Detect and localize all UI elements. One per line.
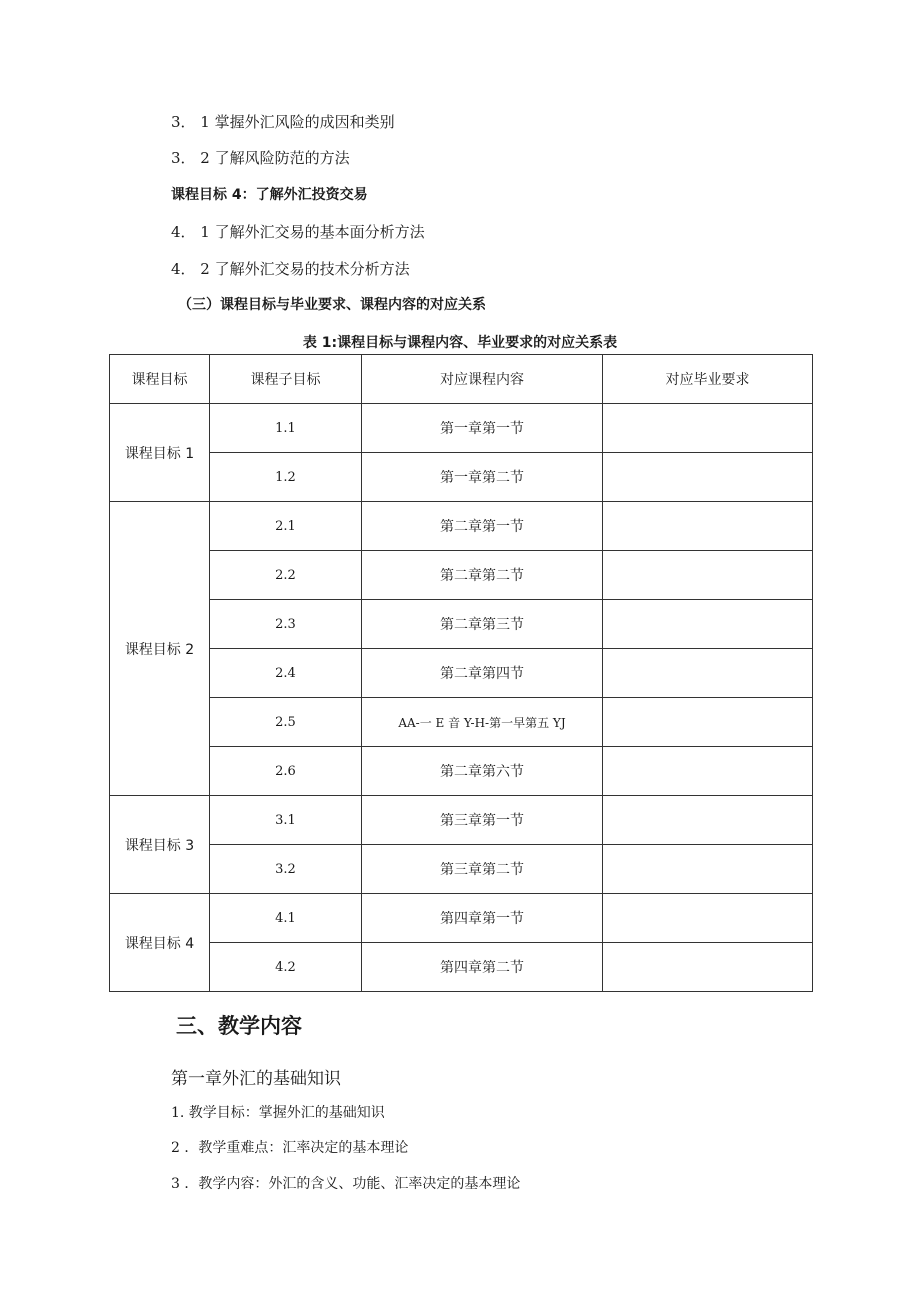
chapter-title: 第一章外汇的基础知识 [171, 1069, 341, 1089]
sub-goal-cell: 2.1 [210, 502, 362, 551]
content-cell: 第二章第一节 [362, 502, 603, 551]
content-cell: 第二章第六节 [362, 747, 603, 796]
content-cell: 第三章第一节 [362, 796, 603, 845]
mapping-table [109, 354, 813, 992]
sub-goal-cell: 1.2 [210, 453, 362, 502]
goal-cell: 课程目标 3 [110, 796, 210, 894]
table-row [110, 943, 813, 992]
table-row [110, 747, 813, 796]
requirement-cell [603, 894, 813, 943]
sub-goal-cell: 4.1 [210, 894, 362, 943]
table-row [110, 600, 813, 649]
requirement-cell [603, 502, 813, 551]
objective-4-2: 4． 2 了解外汇交易的技术分析方法 [171, 260, 410, 278]
sub-goal-cell: 2.2 [210, 551, 362, 600]
header-course-content: 对应课程内容 [362, 355, 603, 404]
header-graduation-req: 对应毕业要求 [603, 355, 813, 404]
header-course-goal: 课程目标 [110, 355, 210, 404]
table-row [110, 649, 813, 698]
requirement-cell [603, 453, 813, 502]
content-cell: 第三章第二节 [362, 845, 603, 894]
goal-cell: 课程目标 1 [110, 404, 210, 502]
content-cell: 第二章第四节 [362, 649, 603, 698]
requirement-cell [603, 404, 813, 453]
course-goal-4-title: 课程目标 4：了解外汇投资交易 [171, 187, 368, 203]
requirement-cell [603, 747, 813, 796]
goal-cell: 课程目标 2 [110, 502, 210, 796]
table-header-row [110, 355, 813, 404]
requirement-cell [603, 845, 813, 894]
table-row [110, 453, 813, 502]
requirement-cell [603, 698, 813, 747]
section-heading: 三、教学内容 [176, 1014, 302, 1038]
sub-goal-cell: 3.2 [210, 845, 362, 894]
requirement-cell [603, 649, 813, 698]
header-sub-goal: 课程子目标 [210, 355, 362, 404]
content-cell: AA-一 E 音 Y-H-第一早第五 YJ [362, 698, 603, 747]
sub-goal-cell: 2.3 [210, 600, 362, 649]
requirement-cell [603, 796, 813, 845]
chapter-line-content: 3 ．教学内容：外汇的含义、功能、汇率决定的基本理论 [171, 1176, 521, 1192]
requirement-cell [603, 943, 813, 992]
requirement-cell [603, 600, 813, 649]
table-row [110, 502, 813, 551]
content-cell: 第二章第三节 [362, 600, 603, 649]
sub-goal-cell: 1.1 [210, 404, 362, 453]
content-cell: 第二章第二节 [362, 551, 603, 600]
table-row [110, 551, 813, 600]
sub-goal-cell: 2.6 [210, 747, 362, 796]
sub-goal-cell: 2.5 [210, 698, 362, 747]
sub-goal-cell: 2.4 [210, 649, 362, 698]
content-cell: 第一章第二节 [362, 453, 603, 502]
table-row [110, 698, 813, 747]
requirement-cell [603, 551, 813, 600]
chapter-line-key-points: 2 ．教学重难点：汇率决定的基本理论 [171, 1140, 409, 1156]
table-row [110, 845, 813, 894]
objective-3-1: 3． 1 掌握外汇风险的成因和类别 [171, 113, 395, 131]
chapter-line-goal: 1. 教学目标：掌握外汇的基础知识 [171, 1105, 385, 1121]
objective-4-1: 4． 1 了解外汇交易的基本面分析方法 [171, 223, 425, 241]
goal-cell: 课程目标 4 [110, 894, 210, 992]
table-caption: 表 1:课程目标与课程内容、毕业要求的对应关系表 [302, 335, 618, 351]
content-cell: 第四章第二节 [362, 943, 603, 992]
content-cell: 第四章第一节 [362, 894, 603, 943]
table-row [110, 894, 813, 943]
sub-goal-cell: 4.2 [210, 943, 362, 992]
objective-3-2: 3． 2 了解风险防范的方法 [171, 149, 350, 167]
content-cell: 第一章第一节 [362, 404, 603, 453]
sub-goal-cell: 3.1 [210, 796, 362, 845]
table-row [110, 404, 813, 453]
subsection-heading: （三）课程目标与毕业要求、课程内容的对应关系 [178, 297, 486, 313]
table-row [110, 796, 813, 845]
